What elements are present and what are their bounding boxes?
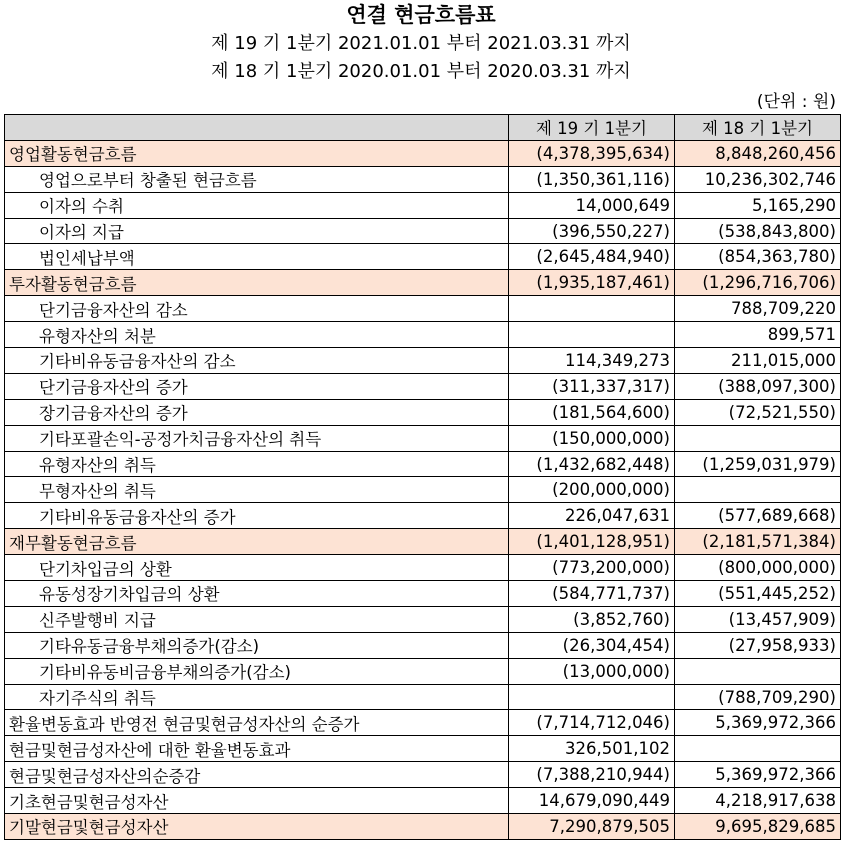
row-label: 환율변동효과 반영전 현금및현금성자산의 순증가 xyxy=(5,710,509,736)
current-period-value xyxy=(509,322,675,348)
prior-period-value: 10,236,302,746 xyxy=(675,166,841,192)
row-label: 기초현금및현금성자산 xyxy=(5,788,509,814)
period-prior: 제 18 기 1분기 2020.01.01 부터 2020.03.31 까지 xyxy=(211,61,631,82)
table-row xyxy=(5,606,841,632)
row-label: 이자의 수취 xyxy=(5,192,509,218)
table-body xyxy=(5,140,841,839)
current-period-value: (200,000,000) xyxy=(509,477,675,503)
prior-period-value xyxy=(675,477,841,503)
current-period-value xyxy=(509,684,675,710)
row-label: 기타유동금융부채의증가(감소) xyxy=(5,632,509,658)
prior-period-value: (551,445,252) xyxy=(675,581,841,607)
table-row xyxy=(5,373,841,399)
row-label: 이자의 지급 xyxy=(5,218,509,244)
prior-period-value: (13,457,909) xyxy=(675,606,841,632)
current-period-value: (26,304,454) xyxy=(509,632,675,658)
header-label-cell xyxy=(5,115,509,141)
table-row xyxy=(5,555,841,581)
table-row xyxy=(5,658,841,684)
current-period-value: 14,679,090,449 xyxy=(509,788,675,814)
current-period-value: (773,200,000) xyxy=(509,555,675,581)
row-label: 법인세납부액 xyxy=(5,244,509,270)
prior-period-value: 4,218,917,638 xyxy=(675,788,841,814)
table-row xyxy=(5,399,841,425)
row-label: 현금및현금성자산의순증감 xyxy=(5,762,509,788)
row-label: 유형자산의 처분 xyxy=(5,322,509,348)
current-period-value: 326,501,102 xyxy=(509,736,675,762)
table-row xyxy=(5,348,841,374)
cash-flow-table xyxy=(4,114,841,840)
current-period-value: (7,388,210,944) xyxy=(509,762,675,788)
table-row xyxy=(5,425,841,451)
row-label: 단기차입금의 상환 xyxy=(5,555,509,581)
prior-period-value: (27,958,933) xyxy=(675,632,841,658)
row-label: 기타포괄손익-공정가치금융자산의 취득 xyxy=(5,425,509,451)
prior-period-value: (1,296,716,706) xyxy=(675,270,841,296)
row-label: 무형자산의 취득 xyxy=(5,477,509,503)
table-row xyxy=(5,166,841,192)
table-row xyxy=(5,322,841,348)
row-label: 신주발행비 지급 xyxy=(5,606,509,632)
current-period-value: 114,349,273 xyxy=(509,348,675,374)
prior-period-value: (72,521,550) xyxy=(675,399,841,425)
table-header-row xyxy=(5,115,841,141)
row-label: 기타비유동비금융부채의증가(감소) xyxy=(5,658,509,684)
table-row xyxy=(5,736,841,762)
ending-balance-row xyxy=(5,814,841,840)
table-row xyxy=(5,684,841,710)
unit-label: (단위 : 원) xyxy=(756,92,836,112)
prior-period-value: 5,369,972,366 xyxy=(675,762,841,788)
row-label: 단기금융자산의 감소 xyxy=(5,296,509,322)
row-label: 영업활동현금흐름 xyxy=(5,140,509,166)
current-period-value: 226,047,631 xyxy=(509,503,675,529)
row-label: 기말현금및현금성자산 xyxy=(5,814,509,840)
prior-period-value: (854,363,780) xyxy=(675,244,841,270)
header-current-period: 제 19 기 1분기 xyxy=(509,115,675,141)
prior-period-value: 899,571 xyxy=(675,322,841,348)
row-label: 영업으로부터 창출된 현금흐름 xyxy=(5,166,509,192)
table-row xyxy=(5,477,841,503)
prior-period-value xyxy=(675,658,841,684)
section-row xyxy=(5,270,841,296)
prior-period-value: (800,000,000) xyxy=(675,555,841,581)
table-row xyxy=(5,451,841,477)
row-label: 자기주식의 취득 xyxy=(5,684,509,710)
prior-period-value: (538,843,800) xyxy=(675,218,841,244)
current-period-value: 14,000,649 xyxy=(509,192,675,218)
current-period-value: (4,378,395,634) xyxy=(509,140,675,166)
table-row xyxy=(5,192,841,218)
table-row xyxy=(5,296,841,322)
current-period-value: (311,337,317) xyxy=(509,373,675,399)
current-period-value xyxy=(509,296,675,322)
row-label: 기타비유동금융자산의 감소 xyxy=(5,348,509,374)
period-current: 제 19 기 1분기 2021.01.01 부터 2021.03.31 까지 xyxy=(211,33,631,54)
prior-period-value: 788,709,220 xyxy=(675,296,841,322)
table-row xyxy=(5,632,841,658)
prior-period-value xyxy=(675,425,841,451)
report-title: 연결 현금흐름표 xyxy=(346,3,496,27)
section-row xyxy=(5,140,841,166)
current-period-value: (1,935,187,461) xyxy=(509,270,675,296)
row-label: 기타비유동금융자산의 증가 xyxy=(5,503,509,529)
current-period-value: (181,564,600) xyxy=(509,399,675,425)
table-row xyxy=(5,218,841,244)
current-period-value: (1,432,682,448) xyxy=(509,451,675,477)
row-label: 투자활동현금흐름 xyxy=(5,270,509,296)
current-period-value: (396,550,227) xyxy=(509,218,675,244)
prior-period-value: (388,097,300) xyxy=(675,373,841,399)
prior-period-value: (788,709,290) xyxy=(675,684,841,710)
table-row xyxy=(5,762,841,788)
prior-period-value: (1,259,031,979) xyxy=(675,451,841,477)
prior-period-value: (2,181,571,384) xyxy=(675,529,841,555)
table-row xyxy=(5,788,841,814)
current-period-value: (150,000,000) xyxy=(509,425,675,451)
section-row xyxy=(5,529,841,555)
current-period-value: (2,645,484,940) xyxy=(509,244,675,270)
report-header xyxy=(0,0,842,86)
prior-period-value: 211,015,000 xyxy=(675,348,841,374)
prior-period-value: 8,848,260,456 xyxy=(675,140,841,166)
current-period-value: (3,852,760) xyxy=(509,606,675,632)
row-label: 장기금융자산의 증가 xyxy=(5,399,509,425)
prior-period-value: 5,369,972,366 xyxy=(675,710,841,736)
row-label: 유동성장기차입금의 상환 xyxy=(5,581,509,607)
table-row xyxy=(5,710,841,736)
row-label: 현금및현금성자산에 대한 환율변동효과 xyxy=(5,736,509,762)
current-period-value: (1,350,361,116) xyxy=(509,166,675,192)
table-row xyxy=(5,244,841,270)
current-period-value: (1,401,128,951) xyxy=(509,529,675,555)
prior-period-value xyxy=(675,736,841,762)
table-row xyxy=(5,581,841,607)
row-label: 단기금융자산의 증가 xyxy=(5,373,509,399)
prior-period-value: 5,165,290 xyxy=(675,192,841,218)
current-period-value: 7,290,879,505 xyxy=(509,814,675,840)
prior-period-value: (577,689,668) xyxy=(675,503,841,529)
table-row xyxy=(5,503,841,529)
current-period-value: (584,771,737) xyxy=(509,581,675,607)
prior-period-value: 9,695,829,685 xyxy=(675,814,841,840)
row-label: 재무활동현금흐름 xyxy=(5,529,509,555)
current-period-value: (7,714,712,046) xyxy=(509,710,675,736)
row-label: 유형자산의 취득 xyxy=(5,451,509,477)
current-period-value: (13,000,000) xyxy=(509,658,675,684)
header-prior-period: 제 18 기 1분기 xyxy=(675,115,841,141)
